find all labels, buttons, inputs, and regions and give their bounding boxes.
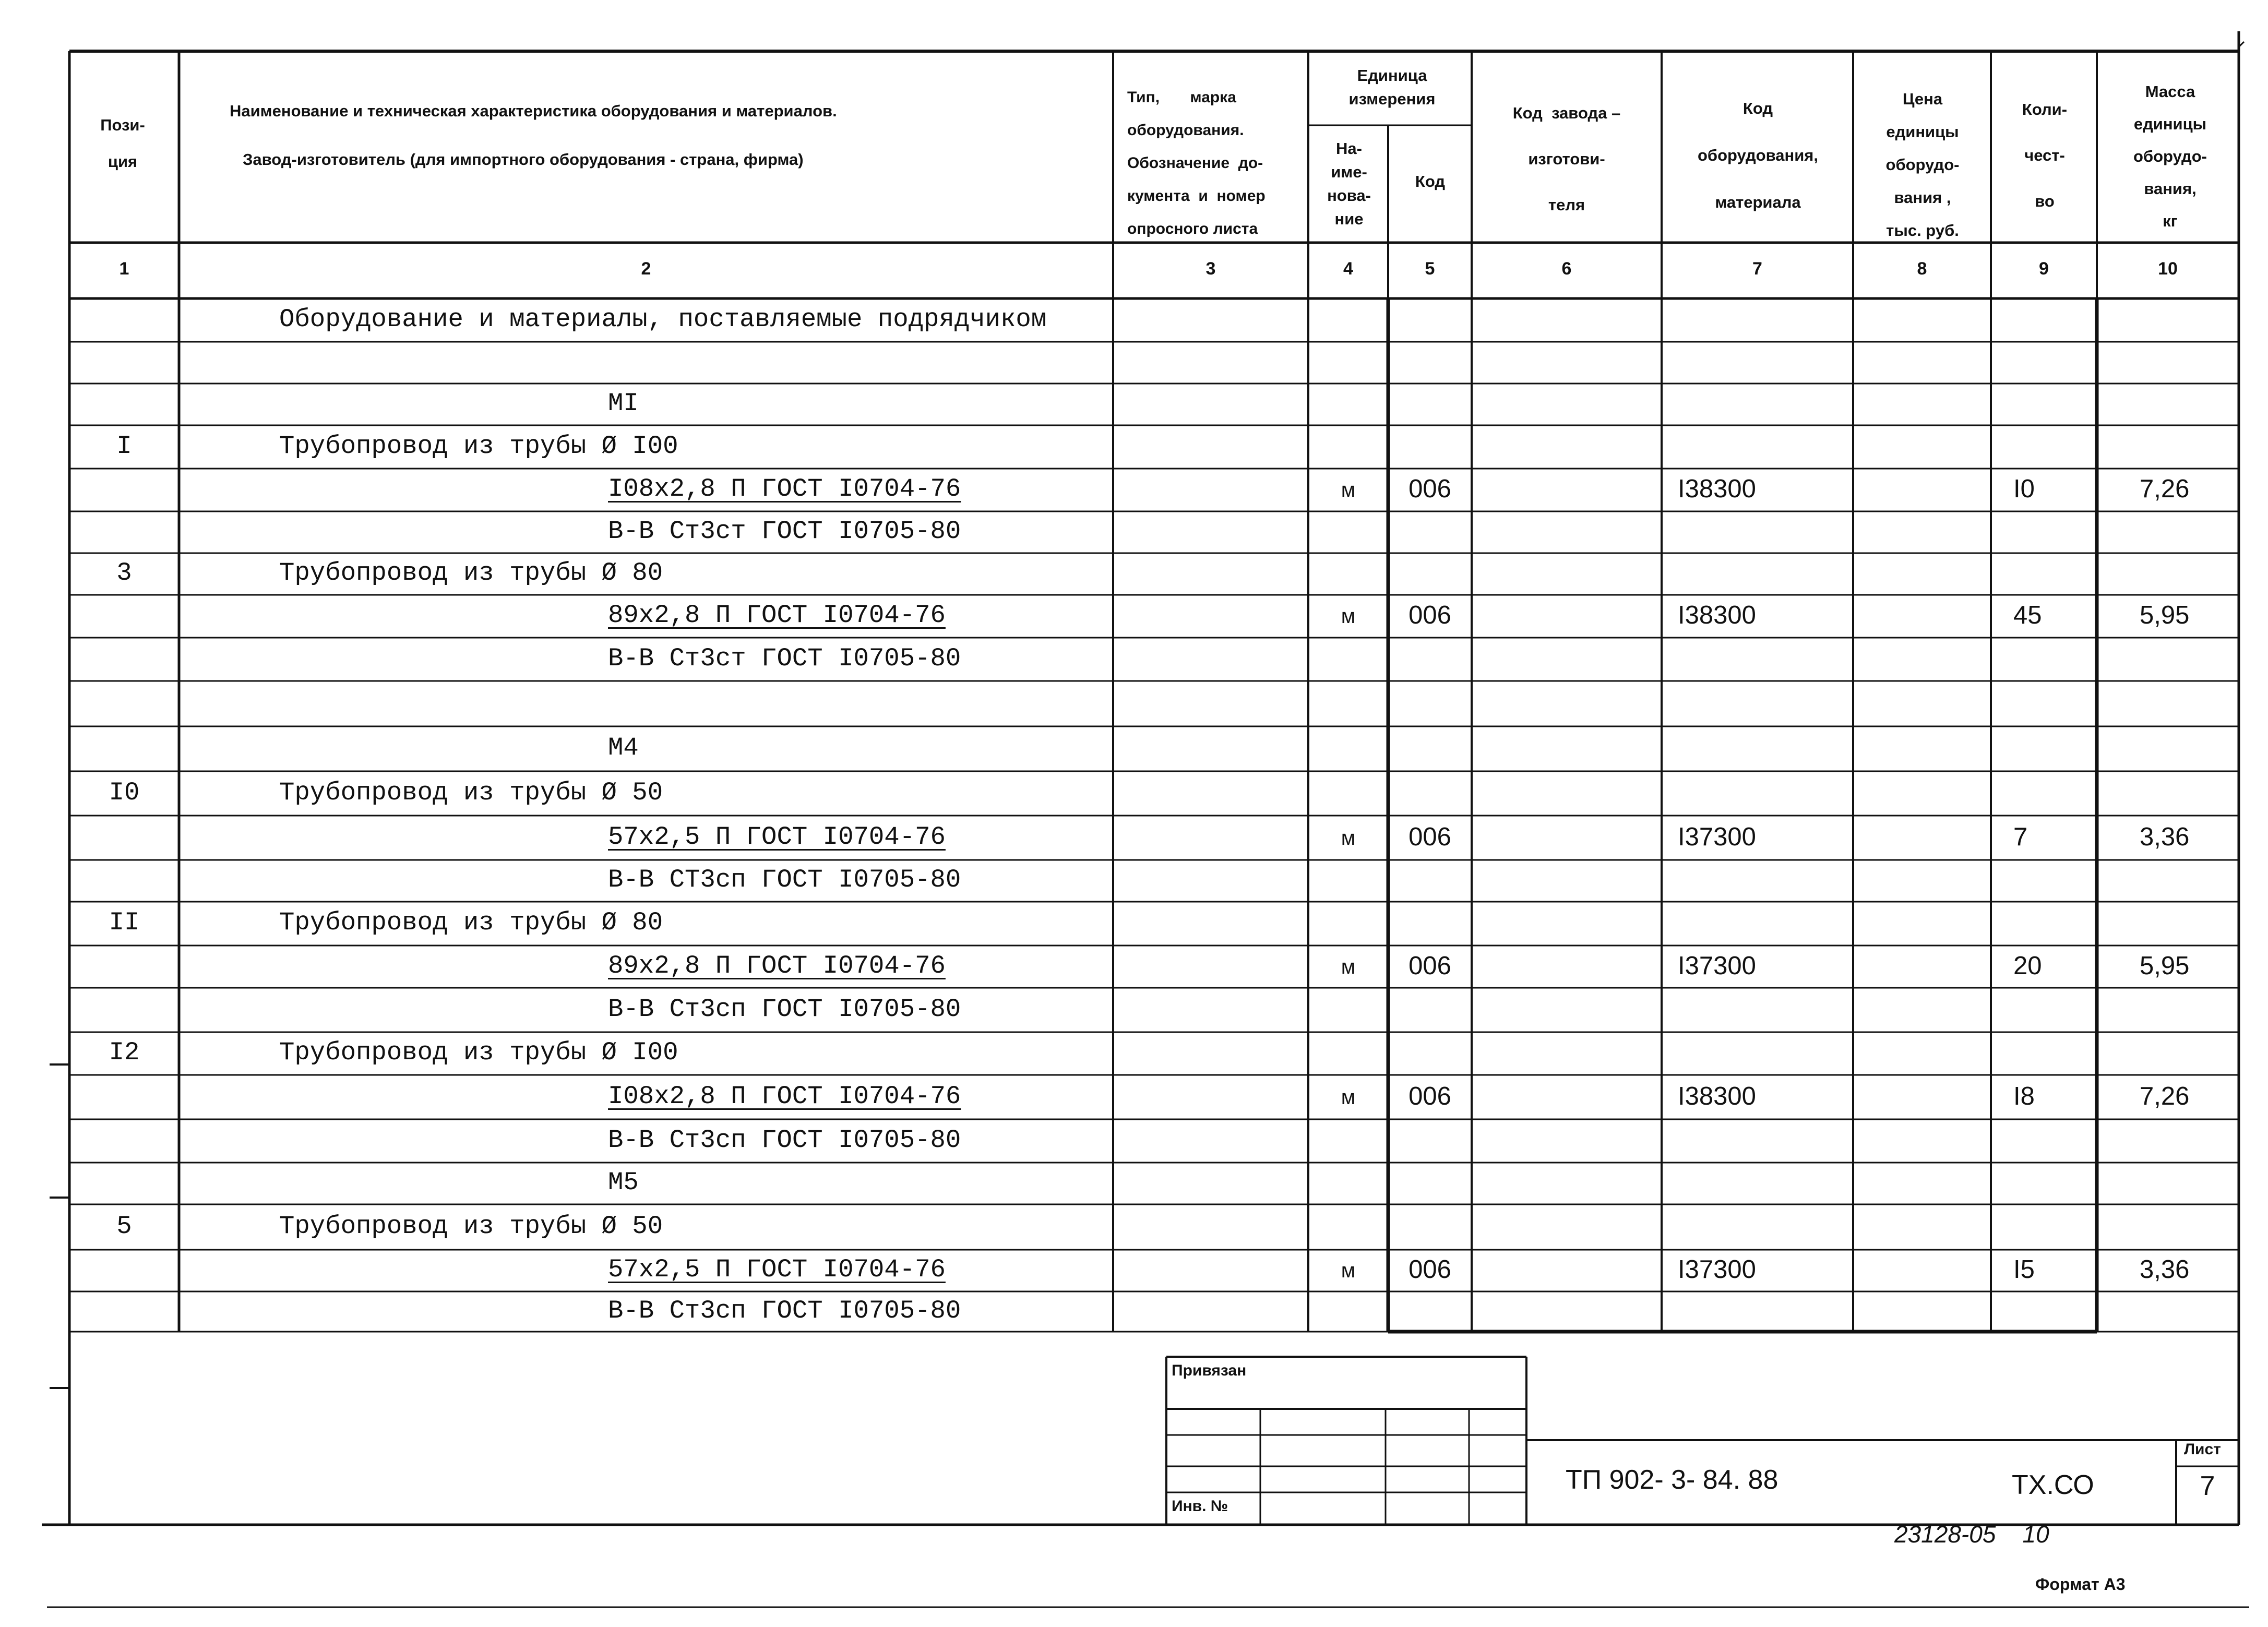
handwritten-archive-number: 23128-05 10: [1894, 1521, 2049, 1548]
equipment-code-cell: I38300: [1678, 1082, 1756, 1110]
unit-cell: м: [1341, 478, 1356, 501]
document-code: ТП 902- 3- 84. 88: [1566, 1465, 1778, 1495]
item-name-cell: 57x2,5 П ГОСТ I0704-76: [608, 822, 946, 852]
item-name-cell: В-В Ст3ст ГОСТ I0705-80: [608, 644, 961, 673]
header-name-line2: Завод-изготовитель (для импортного оборудования - страна, фирма): [243, 150, 804, 169]
document-mark: ТХ.СО: [2012, 1470, 2094, 1500]
unit-code-cell: 006: [1408, 952, 1451, 980]
item-name-cell: В-В Ст3сп ГОСТ I0705-80: [608, 1126, 961, 1155]
stamp-inventory-label: Инв. №: [1172, 1498, 1228, 1515]
position-cell: I2: [109, 1038, 140, 1067]
item-name-cell: Трубопровод из трубы Ø I00: [279, 432, 678, 461]
header-mass: Масса единицы оборудо- вания, кг: [2133, 82, 2207, 230]
column-number: 3: [1205, 259, 1216, 279]
item-name-cell: 89x2,8 П ГОСТ I0704-76: [608, 951, 946, 980]
unit-cell: м: [1341, 955, 1356, 978]
item-name-cell: I08x2,8 П ГОСТ I0704-76: [608, 474, 961, 504]
sheet-label: Лист: [2184, 1441, 2221, 1458]
mass-cell: 7,26: [2140, 1082, 2190, 1110]
column-number: 7: [1752, 259, 1762, 279]
equipment-code-cell: I38300: [1678, 475, 1756, 503]
column-number: 8: [1917, 259, 1927, 279]
item-name-cell: Трубопровод из трубы Ø 80: [279, 558, 663, 588]
position-cell: 5: [116, 1212, 132, 1241]
item-name-cell: Трубопровод из трубы Ø 80: [279, 908, 663, 937]
column-number: 1: [119, 259, 129, 279]
mass-cell: 7,26: [2140, 475, 2190, 503]
unit-code-cell: 006: [1408, 1082, 1451, 1110]
format-label: Формат А3: [2035, 1575, 2126, 1594]
position-cell: I: [116, 432, 132, 461]
stamp-attached-label: Привязан: [1172, 1362, 1247, 1379]
header-unit-name: На- име- нова- ние: [1327, 139, 1371, 228]
item-name-cell: 89x2,8 П ГОСТ I0704-76: [608, 601, 946, 630]
item-name-cell: МI: [608, 389, 639, 418]
column-number: 10: [2158, 259, 2178, 279]
equipment-code-cell: I38300: [1678, 601, 1756, 629]
unit-cell: м: [1341, 605, 1356, 628]
quantity-cell: 45: [2013, 601, 2042, 629]
mass-cell: 3,36: [2140, 1255, 2190, 1284]
quantity-cell: 20: [2013, 952, 2042, 980]
quantity-cell: I5: [2013, 1255, 2035, 1284]
header-quantity: Коли- чест- во: [2022, 100, 2068, 210]
header-name-line1: Наименование и техническая характеристика оборудования и материалов.: [230, 102, 837, 120]
equipment-code-cell: I37300: [1678, 823, 1756, 851]
header-position: Пози- ция: [100, 116, 145, 171]
unit-cell: м: [1341, 1259, 1356, 1282]
header-equipment-code: Код оборудования, материала: [1697, 99, 1818, 211]
item-name-cell: Оборудование и материалы, поставляемые подрядчиком: [279, 305, 1047, 334]
mass-cell: 5,95: [2140, 601, 2190, 629]
header-factory-code: Код завода – изготови- теля: [1512, 104, 1621, 214]
equipment-code-cell: I37300: [1678, 952, 1756, 980]
header-unit-group: Единица измерения: [1348, 66, 1436, 108]
item-name-cell: 57x2,5 П ГОСТ I0704-76: [608, 1255, 946, 1284]
item-name-cell: I08x2,8 П ГОСТ I0704-76: [608, 1082, 961, 1111]
sheet-number: 7: [2200, 1471, 2215, 1501]
position-cell: I0: [109, 778, 140, 807]
quantity-cell: 7: [2013, 823, 2028, 851]
item-name-cell: В-В СТ3сп ГОСТ I0705-80: [608, 865, 961, 894]
item-name-cell: М5: [608, 1168, 639, 1197]
header-type: Тип, марка оборудования. Обозначение до- кумента и номер опросного листа: [1127, 89, 1266, 237]
position-cell: 3: [116, 558, 132, 588]
column-number: 5: [1425, 259, 1435, 279]
column-number: 2: [641, 259, 651, 279]
item-name-cell: Трубопровод из трубы Ø 50: [279, 1212, 663, 1241]
quantity-cell: I8: [2013, 1082, 2035, 1110]
mass-cell: 3,36: [2140, 823, 2190, 851]
equipment-code-cell: I37300: [1678, 1255, 1756, 1284]
mass-cell: 5,95: [2140, 952, 2190, 980]
item-name-cell: Трубопровод из трубы Ø I00: [279, 1038, 678, 1067]
item-name-cell: М4: [608, 733, 639, 762]
quantity-cell: I0: [2013, 475, 2035, 503]
header-price: Цена единицы оборудо- вания , тыс. руб.: [1885, 90, 1960, 240]
position-cell: II: [109, 908, 140, 937]
unit-code-cell: 006: [1408, 1255, 1451, 1284]
unit-code-cell: 006: [1408, 475, 1451, 503]
header-unit-code: Код: [1415, 172, 1446, 190]
item-name-cell: В-В Ст3сп ГОСТ I0705-80: [608, 1296, 961, 1325]
unit-code-cell: 006: [1408, 601, 1451, 629]
unit-code-cell: 006: [1408, 823, 1451, 851]
column-number: 6: [1561, 259, 1572, 279]
column-number: 9: [2039, 259, 2049, 279]
unit-cell: м: [1341, 1086, 1356, 1109]
unit-cell: м: [1341, 827, 1356, 850]
column-number: 4: [1343, 259, 1353, 279]
item-name-cell: В-В Ст3сп ГОСТ I0705-80: [608, 995, 961, 1024]
item-name-cell: В-В Ст3ст ГОСТ I0705-80: [608, 517, 961, 546]
item-name-cell: Трубопровод из трубы Ø 50: [279, 778, 663, 807]
